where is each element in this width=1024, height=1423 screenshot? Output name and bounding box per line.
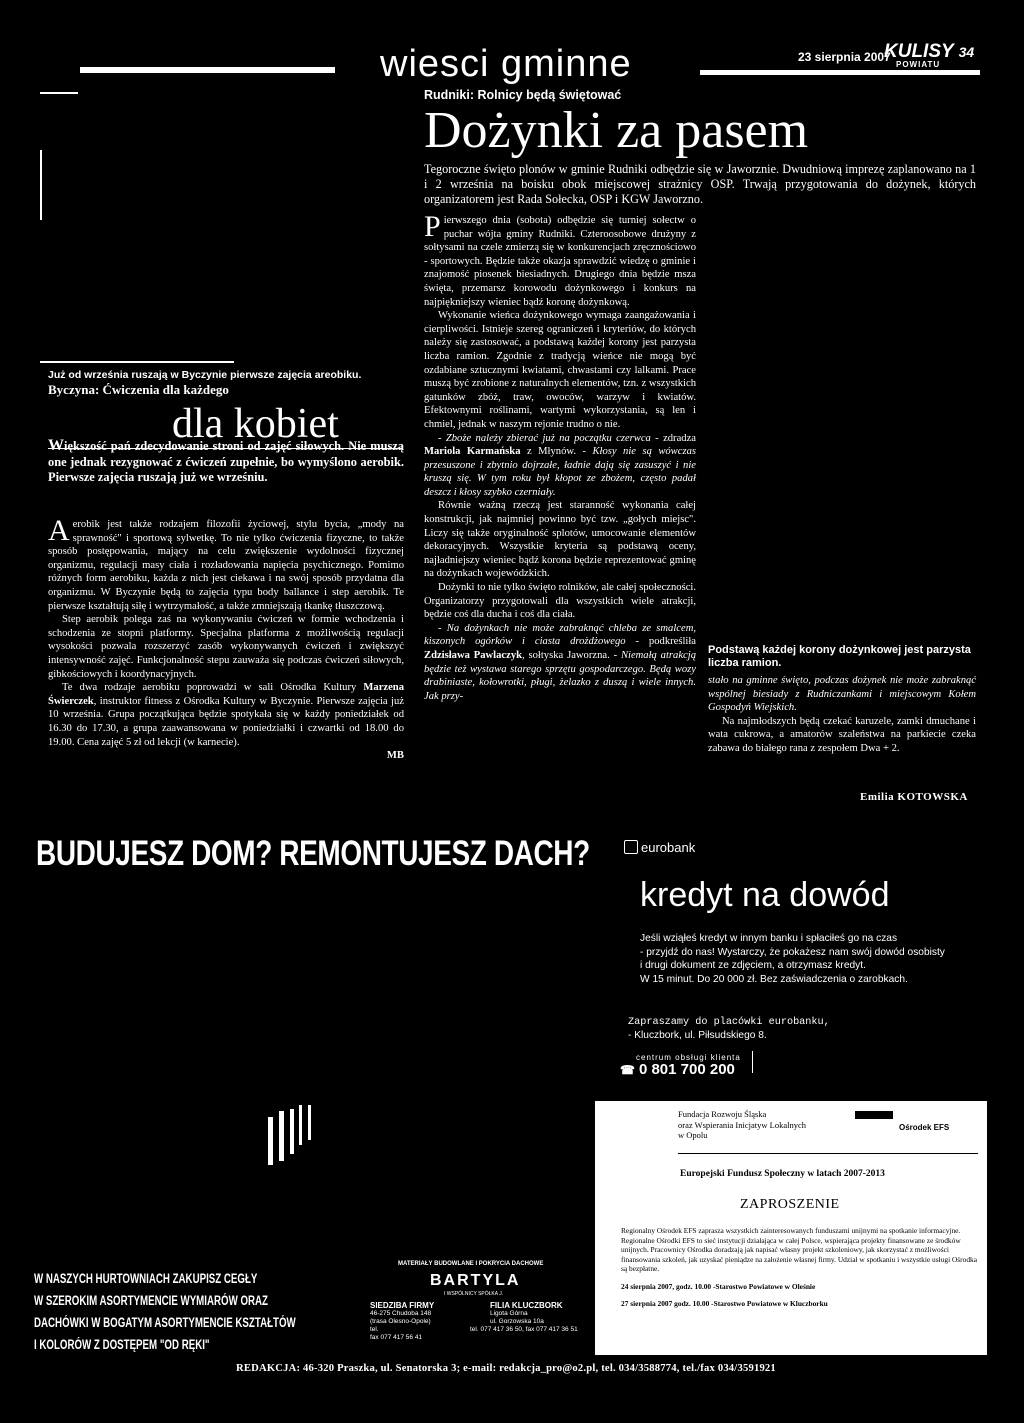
main-dropcap: P (424, 210, 441, 243)
left-para-3-name: Marzena Świerczek (48, 682, 404, 707)
left-para-1: erobik jest także rodzajem filozofii życiowej, stylu bycia, „mody na sprawność" i sportową sylwetkę. To nie tylko ćwiczenia fizyczne, to także sposób postępowania, mający na celu zwiększenie wydolności fizycznej organizmu, regulacji masy ciała i rozładowania napięcia psychicznego. Pomimo różnych form aerobiku, każda z nich jest ciekawa i na swój sposób przydatna dla organizmu. W Byczynie będą to zajęcia typu body ballance i step aerobik. Te pierwsze kształtują siłę i wytrzymałość, a także zmniejszają tkankę tłuszczową. (48, 519, 404, 612)
bartyla-hq (370, 1302, 434, 1342)
barcode-graphic (264, 1105, 344, 1165)
fundusz-divider (678, 1153, 978, 1154)
quote2-rest: - Niemałą atrakcją będzie też wystawa starego sprzętu gospodarczego. Będą wozy drabiniaste, kołowrotki, pługi, żelazko z duszą i wiele innych. Jak przy- (424, 650, 696, 702)
brand-name: KULISY (884, 41, 954, 62)
fundusz-program: Europejski Fundusz Społeczny w latach 2007-2013 (680, 1169, 885, 1179)
header-date: 23 sierpnia 2007 (798, 50, 891, 64)
ad-headline: BUDUJESZ DOM? REMONTUJESZ DACH? (36, 834, 590, 873)
photo-caption: Podstawą każdej korony dożynkowej jest parzysta liczba ramion. (708, 644, 971, 669)
hq-line: tel. (370, 1326, 379, 1333)
left-lead (48, 438, 404, 486)
bartyla-slogan (34, 1268, 364, 1356)
left-vline-1 (40, 150, 42, 220)
main-column-1 (424, 210, 696, 703)
main-kicker: Rudniki: Rolnicy będą świętować (424, 88, 622, 102)
footer-editorial: REDAKCJA: 46-320 Praszka, ul. Senatorska 3; e-mail: redakcja_pro@o2.pl, tel. 034/3588774, tel./fax 034/3591921 (236, 1363, 776, 1374)
branch-line: Ligota Górna (490, 1310, 528, 1317)
quote2-attr: podkreśliła (648, 636, 696, 648)
fundusz-date: 24 sierpnia 2007, godz. 10.00 -Starostwo Powiatowe w Oleśnie (621, 1281, 816, 1291)
main-para-2: Wykonanie wieńca dożynkowego wymaga zaangażowania i cierpliwości. Istnieje szereg ograniczeń i kryteriów, do których należy się zastosować, a podstawą każdej korony jest parzysta liczba ramion. Zgodnie z tradycją wieńce nie mogą być ozdabiane sztucznymi kwiatami, chwastami czy lalkami. Prace muszą być zrobione z naturalnych elementów, tzn. z wszystkich gatunków zbóż, traw, owoców, warzyw i kwiatów. Efektownymi roślinami, wartymi wykorzystania, są len i chmiel, jednak w naszym rejonie trudno o nie. (424, 310, 696, 430)
fundusz-org-line: w Opolu (678, 1130, 708, 1140)
header-rule-right (700, 70, 980, 75)
bartyla-slogan-line: W NASZYCH HURTOWNIACH ZAKUPISZ CEGŁY (34, 1271, 258, 1286)
main-para-3: Równie ważną rzeczą jest staranność wykonania całej konstrukcji, jak najmniej powinno być tzw. „gołych miejsc". Liczy się także oryginalność splotów, umocowanie elementów dekoracyjnych. Wszystkie kryteria są podstawą oceny, najładniejszy wieniec bądź korona będzie reprezentować gminę na dożynkach wojewódzkich. (424, 500, 696, 580)
left-para-2: Step aerobik polega zaś na wykonywaniu ćwiczeń w formie wchodzenia i schodzenia ze stopni platformy. Specjalna platforma z możliwością regulacji wysokości pozwala rozszerzyć zasób wykonywanych ćwiczeń i zwiększyć intensywność zajęć. Funkcjonalność stepu zauważa się podczas ćwiczeń siłowych, gibkościowych i koordynacyjnych. (48, 614, 404, 680)
main-author: Emilia KOTOWSKA (860, 791, 968, 803)
quote2-name: Zdzisława Pawlaczyk (424, 650, 523, 661)
quote2-a: - Na dożynkach nie może zabraknąć chleba ze smalcem, kiszonych ogórków i ciasta drożdżowego - (424, 622, 696, 648)
fundusz-box (595, 1101, 987, 1355)
quote1-rest: - Kłosy nie są wówczas przesuszone i zbytnio dojrzałe, ładnie dają się zasuszyć i nie kruszą się. W tym roku był kłopot ze zbożem, często padał deszcz i kłosy szybko czerniały. (424, 446, 696, 498)
ad-centre: centrum obsługi klienta (636, 1053, 741, 1062)
left-kicker-2: Byczyna: Ćwiczenia dla każdego (48, 382, 229, 397)
hq-title: SIEDZIBA FIRMY (370, 1301, 435, 1310)
ad-body-line: W 15 minut. Do 20 000 zł. Bez zaświadczenia o zarobkach. (640, 973, 908, 985)
ad-body-line: - przyjdź do nas! Wystarczy, że pokażesz nam swój dowód osobisty (640, 946, 945, 958)
left-sign: MB (386, 750, 404, 762)
ad-address: - Kluczbork, ul. Piłsudskiego 8. (628, 1030, 767, 1041)
efs-flag (855, 1111, 893, 1119)
ad-invite-line: Zapraszamy do placówki eurobanku, (628, 1017, 830, 1028)
brand-subtitle: POWIATU (896, 60, 941, 69)
left-title: dla kobiet (172, 401, 339, 447)
bartyla-brand-sub: I WSPÓLNICY SPÓŁKA J. (444, 1291, 504, 1297)
bartyla-topline: MATERIAŁY BUDOWLANE I POKRYCIA DACHOWE (398, 1261, 544, 1267)
col2-italic: stało na gminne święto, podczas dożynek nie może zabraknąć wspólnej biesiady z Rudniczankami i miejscowym Kołem Gospodyń Wiejskich. (708, 675, 976, 714)
left-article-rule (40, 361, 234, 363)
fundusz-body (621, 1226, 979, 1309)
ad-body-line: Jeśli wziąłeś kredyt w innym banku i spłaciłeś go na czas (640, 933, 898, 944)
brand-logo (884, 42, 974, 62)
quote1-intro: - Zboże należy zbierać już na początku czerwca - (438, 432, 659, 444)
left-para-3a: Te dwa rodzaje aerobiku poprowadzi w sali Ośrodka Kultury (62, 682, 357, 694)
bartyla-brand: BARTYLA (430, 1272, 521, 1289)
ad-phone-number: 0 801 700 200 (638, 1061, 735, 1078)
ad-centre-bar (752, 1051, 753, 1073)
eurobank-name: eurobank (641, 840, 696, 855)
ad-slogan: kredyt na dowód (640, 876, 890, 914)
main-lead: Tegoroczne święto plonów w gminie Rudniki odbędzie się w Jaworznie. Dwudniową imprezę zaplanowano na 1 i 2 września na boisku obok miejscowej strażnicy OSP. Trwają przygotowania do dożynek, których organizatorem jest Rada Sołecka, OSP i KGW Jaworzno. (424, 162, 976, 206)
quote2-attr-b: , sołtyska Jaworzna. (522, 650, 610, 661)
hq-line: (trasa Olesno-Opole) (370, 1318, 431, 1325)
left-body (48, 514, 404, 763)
fundusz-org-line: oraz Wspierania Inicjatyw Lokalnych (678, 1119, 806, 1130)
fundusz-title: ZAPROSZENIE (740, 1197, 840, 1212)
hq-line: fax 077 417 56 41 (370, 1334, 423, 1341)
branch-line: tel. 077 417 36 50, fax 077 417 36 51 (470, 1326, 578, 1333)
branch-title: FILIA KLUCZBORK (490, 1301, 563, 1310)
fundusz-para: Regionalne Ośrodki EFS to sieć instytucji działająca w całej Polsce, wspierająca projekty finansowane ze środków unijnych. Pracownicy Ośrodka doradzają jak napisać własny projekt szkoleniowy, jak skorzystać z możliwości finansowania szkoleń, jak uzyskać pieniądze na założenie własnej firmy. Udział w spotkaniu i wszystkie usługi Ośrodka są bezpłatne. (621, 1235, 978, 1273)
main-para-1: ierwszego dnia (sobota) odbędzie się turniej sołectw o puchar wójta gminy Rudniki. Czteroosobowe drużyny z sołtysami na czele zmierzą się w konkurencjach zręcznościowo - sportowych. Będzie także okazja sprawdzić wiedzę o gminie i znajomość piosenek biesiadnych. Drugiego dnia będzie msza święta, przemarsz korowodu dożynkowego i konkurs na najpiękniejszy wieniec bądź koronę dożynkową. (424, 215, 696, 308)
efs-logo-text: Ośrodek EFS (899, 1123, 950, 1132)
left-para-3b: , instruktor fitness z Ośrodka Kultury w Byczynie. Pierwsze zajęcia już 10 września. Grupa początkująca będzie spotykała się w każdy poniedziałek od 16.30 do 17.30, a grupa zaawansowana w poniedziałki i czwartki od 18.00 do 19.00. Cena zajęć 5 zł od lekcji (w karnecie). (48, 695, 404, 748)
branch-line: ul. Gorzowska 10a (490, 1318, 544, 1325)
efs-logo (855, 1109, 979, 1137)
left-kicker: Już od września ruszają w Byczynie pierwsze zajęcia areobiku. (48, 369, 362, 381)
bartyla-slogan-line: I KOLORÓW Z DOSTĘPEM "OD RĘKI" (34, 1337, 210, 1352)
hq-line: 46-275 Chudoba 148 (370, 1310, 432, 1317)
quote1-attr-a: zdradza (663, 432, 696, 444)
quote1-name: Mariola Karmańska (424, 446, 521, 458)
phone-icon: ☎ (620, 1063, 635, 1077)
fundusz-org-line: Fundacja Rozwoju Śląska (678, 1109, 767, 1119)
eurobank-icon (624, 840, 638, 854)
section-title: wiesci gminne (380, 43, 632, 85)
left-lead-cap: W (48, 437, 64, 454)
header-rule-left-thin (40, 92, 78, 94)
main-column-2 (708, 674, 976, 756)
main-para-4: Dożynki to nie tylko święto rolników, ale całej społeczności. Organizatorzy przygotowali dla wszystkich wiele atrakcji, będzie coś dla ducha i coś dla ciała. (424, 582, 696, 621)
left-lead-text: iększość pań zdecydowanie stroni od zajęć siłowych. Nie muszą one jednak rezygnować z ćwiczeń zupełnie, bo wymyślono aerobik. Pierwsze zajęcia ruszają już we wrześniu. (48, 439, 404, 484)
fundusz-para: Regionalny Ośrodek EFS zaprasza wszystkich zainteresowanych funduszami unijnymi na spotkanie informacyjne. (621, 1226, 961, 1235)
eurobank-logo (624, 840, 695, 855)
left-dropcap: A (48, 514, 70, 547)
bartyla-slogan-line: W SZEROKIM ASORTYMENCIE WYMIARÓW ORAZ (34, 1293, 268, 1308)
main-title: Dożynki za pasem (424, 102, 809, 159)
header-rule-left (80, 67, 335, 73)
ad-phone (620, 1061, 735, 1078)
bartyla-slogan-line: DACHÓWKI W BOGATYM ASORTYMENCIE KSZTAŁTÓW (34, 1315, 296, 1330)
fundusz-date: 27 sierpnia 2007 godz. 10.00 -Starostwo Powiatowe w Kluczborku (621, 1299, 828, 1308)
col2-text: Na najmłodszych będą czekać karuzele, zamki dmuchane i wata cukrowa, a amatorów szaleństwa na parkiecie czeka zabawa do białego rana z zespołem Dwa + 2. (708, 715, 976, 754)
ad-body (640, 932, 945, 986)
quote1-attr-b: z Młynów. (526, 446, 576, 458)
ad-body-line: i drugi dokument ze zdjęciem, a otrzymasz kredyt. (640, 960, 866, 971)
bartyla-branch (470, 1302, 578, 1334)
page-number: 34 (958, 44, 975, 60)
ad-invite (628, 1016, 830, 1042)
fundusz-org (678, 1109, 806, 1141)
